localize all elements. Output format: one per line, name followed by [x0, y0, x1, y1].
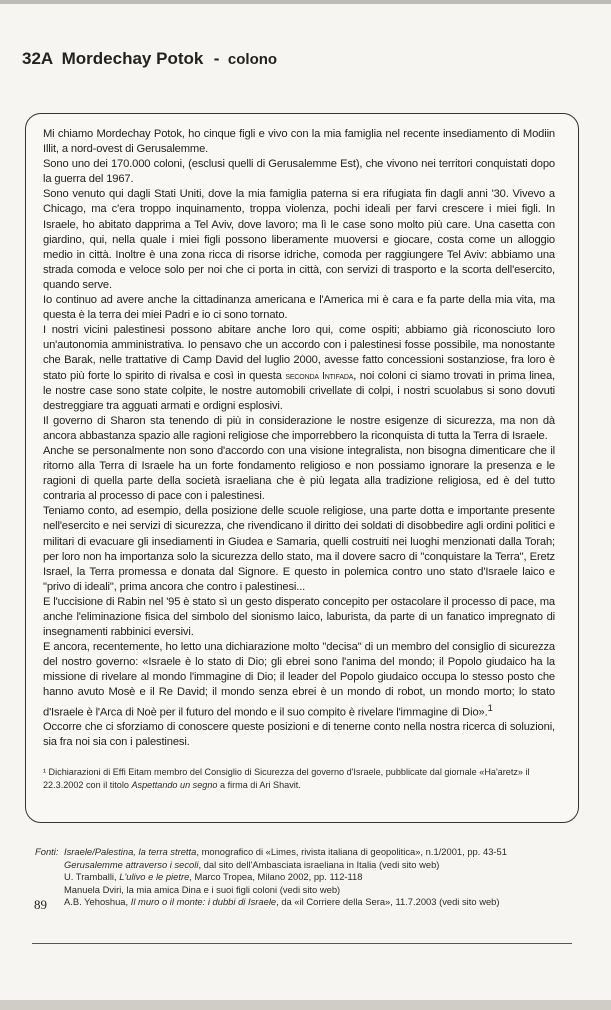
source-detail: , da «il Corriere della Sera», 11.7.2003 (vedi sito web) — [276, 896, 500, 908]
source-title: Israele/Palestina, la terra stretta — [64, 846, 197, 857]
page-number: 89 — [34, 897, 47, 912]
paragraph — [43, 640, 555, 720]
paragraph-text: , noi coloni ci siamo trovati in prima linea, le nostre case sono state colpite, le nostre automobili crivellate di colpi, i nostri scuolabus si sono dovuti destreggiare tra agguati armati e ordigni esplosivi. — [43, 369, 555, 412]
person-role: colono — [227, 51, 278, 68]
source-detail: , Marco Tropea, Milano 2002, pp. 112-118 — [189, 871, 363, 883]
source-title: Gerusalemme attraverso i secoli — [64, 858, 199, 870]
person-name: Mordechay Potok — [61, 49, 204, 68]
footnote-marker: 1 — [487, 702, 493, 713]
source-item: Manuela Dviri, la mia amica Dina e i suoi figli coloni (vedi sito web) — [64, 883, 341, 895]
sources-list — [64, 846, 594, 909]
small-caps-term: seconda Intifada — [285, 370, 354, 382]
paragraph: Sono venuto qui dagli Stati Uniti, dove la mia famiglia paterna si era rifugiata fin dagli anni '30. Vivevo a Chicago, ma c'era troppo inquinamento, troppa violenza, pochi ideali per farvi crescere i miei figli. In Israele, ho abitato dapprima a Tel Aviv, dove lavoro; ma lì le case sono molto più care. Una casetta con giardino, qui, nella quale i miei figli possono liberamente muoversi e giocare, costa come un alloggio medio in città. Inoltre è una zona ricca di risorse idriche, comoda per raggiungere Tel Aviv: abbiamo una strada comoda e veloce solo per noi che ci porta in città, con servizi di trasporto e la scorta dell'esercito, quando serve. — [43, 188, 555, 291]
title-separator: - — [213, 49, 220, 68]
section-number: 32A — [22, 49, 54, 68]
paragraph: Il governo di Sharon sta tenendo di più in considerazione le nostre esigenze di sicurezza, ma non dà ancora abbastanza spazio alle ragioni religiose che imporrebbero la riconquista di tutta la Terra di Israele. — [43, 414, 555, 442]
source-detail: , dal sito dell'Ambasciata israeliana in Italia (vedi sito web) — [198, 858, 440, 870]
page-header — [22, 49, 582, 69]
paragraph: E l'uccisione di Rabin nel '95 è stato sì un gesto disperato concepito per ostacolare il processo di pace, ma anche l'eliminazione fisica del simbolo del sionismo laico, laburista, da parte di un fanatico impregnato di insegnamenti rabbinici eversivi. — [43, 595, 555, 639]
paragraph-text: I nostri vicini palestinesi possono abitare anche loro qui, come ospiti; abbiamo già riconosciuto loro un'autonomia amministrativa. Io pensavo che un accordo con i palestinesi fosse possibile, ma nonostante che Barak, nelle trattative di Camp David del luglio 2000, avesse fatto concessioni sostanziose, fra loro è stato più forte lo spirito di rivalsa e così in questa — [43, 324, 555, 382]
paragraph — [43, 323, 555, 414]
source-item — [64, 896, 594, 909]
paragraph: Io continuo ad avere anche la cittadinanza americana e l'America mi è cara e fa parte della mia vita, ma questa è la terra dei miei Padri e io ci sono tornato. — [43, 294, 555, 322]
sources-label: Fonti: — [35, 846, 59, 857]
paragraph: Sono uno dei 170.000 coloni, (esclusi quelli di Gerusalemme Est), che vivono nei territori conquistati dopo la guerra del 1967. — [43, 158, 555, 186]
testimony-text — [43, 127, 555, 751]
footnote-text: ¹ Dichiarazioni di Effi Eitam membro del Consiglio di Sicurezza del governo d'Israele, pubblicate dal giornale «Ha'aretz» il 22.3.2002 con il titolo — [43, 767, 530, 790]
footnote-title: Aspettando un segno — [131, 780, 218, 790]
source-item — [64, 871, 594, 884]
paragraph: Mi chiamo Mordechay Potok, ho cinque figli e vivo con la mia famiglia nel recente insediamento di Modiin Illit, a nord-ovest di Gerusalemme. — [43, 128, 555, 156]
source-author: U. Tramballi, — [64, 871, 117, 883]
paragraph-text: E ancora, recentemente, ho letto una dichiarazione molto "decisa" di un membro del consiglio di sicurezza del nostro governo: «Israele è lo stato di Dio; gli ebrei sono l'anima del mondo; il Popolo giudaico ha la missione di rivelare al mondo l'immagine di Dio; il leader del Popolo giudaico occupa lo stesso posto che hanno avuto Mosè e il Re David; il mondo senza ebrei è un mondo di robot, un mondo morto; lo stato d'Israele è l'Arca di Noè per il futuro del mondo e il suo compito è rivelare l'immagine di Dio». — [43, 641, 555, 719]
bottom-rule — [32, 943, 572, 944]
source-item — [64, 846, 594, 859]
source-title: Il muro o il monte: i dubbi di Israele — [130, 896, 277, 908]
top-rule — [0, 0, 611, 4]
source-title: L'ulivo e le pietre — [119, 871, 190, 883]
footnote — [43, 766, 555, 792]
paragraph: Teniamo conto, ad esempio, della posizione delle scuole religiose, una parte dotta e importante presente nell'esercito e nei servizi di sicurezza, che rivendicano il diritto dei soldati di disobbedire agli ordini politici e militari di evacuare gli insediamenti in Giudea e Samaria, quelli costruiti nei luoghi menzionati dalla Torah; per loro non ha importanza solo la sicurezza dello stato, ma il dovere sacro di "conquistare la Terra", Eretz Israel, la Terra promessa e donata dal Signore. E questo in polemica contro uno stato d'Israele laico e "privo di ideali", prima ancora che contro i palestinesi... — [43, 505, 555, 593]
source-author: A.B. Yehoshua, — [64, 896, 129, 908]
source-item — [64, 859, 594, 872]
bottom-edge — [0, 1000, 611, 1010]
source-detail: , monografico di «Limes, rivista italiana di geopolitica», n.1/2001, pp. 43-51 — [196, 846, 507, 857]
paragraph: Occorre che ci sforziamo di conoscere queste posizioni e di tenerne conto nella nostra ricerca di soluzioni, sia fra noi sia con i palestinesi. — [43, 721, 555, 749]
footnote-text: a firma di Ari Shavit. — [219, 780, 301, 790]
paragraph: Anche se personalmente non sono d'accordo con una visione integralista, non bisogna dimenticare che il ritorno alla Terra di Israele ha un forte fondamento religioso e non possiamo ignorare la presenza e le ragioni di quella parte della società israeliana che è più legata alla tradizione religiosa, ed è del tutto contraria al processo di pace con i palestinesi. — [43, 444, 555, 503]
